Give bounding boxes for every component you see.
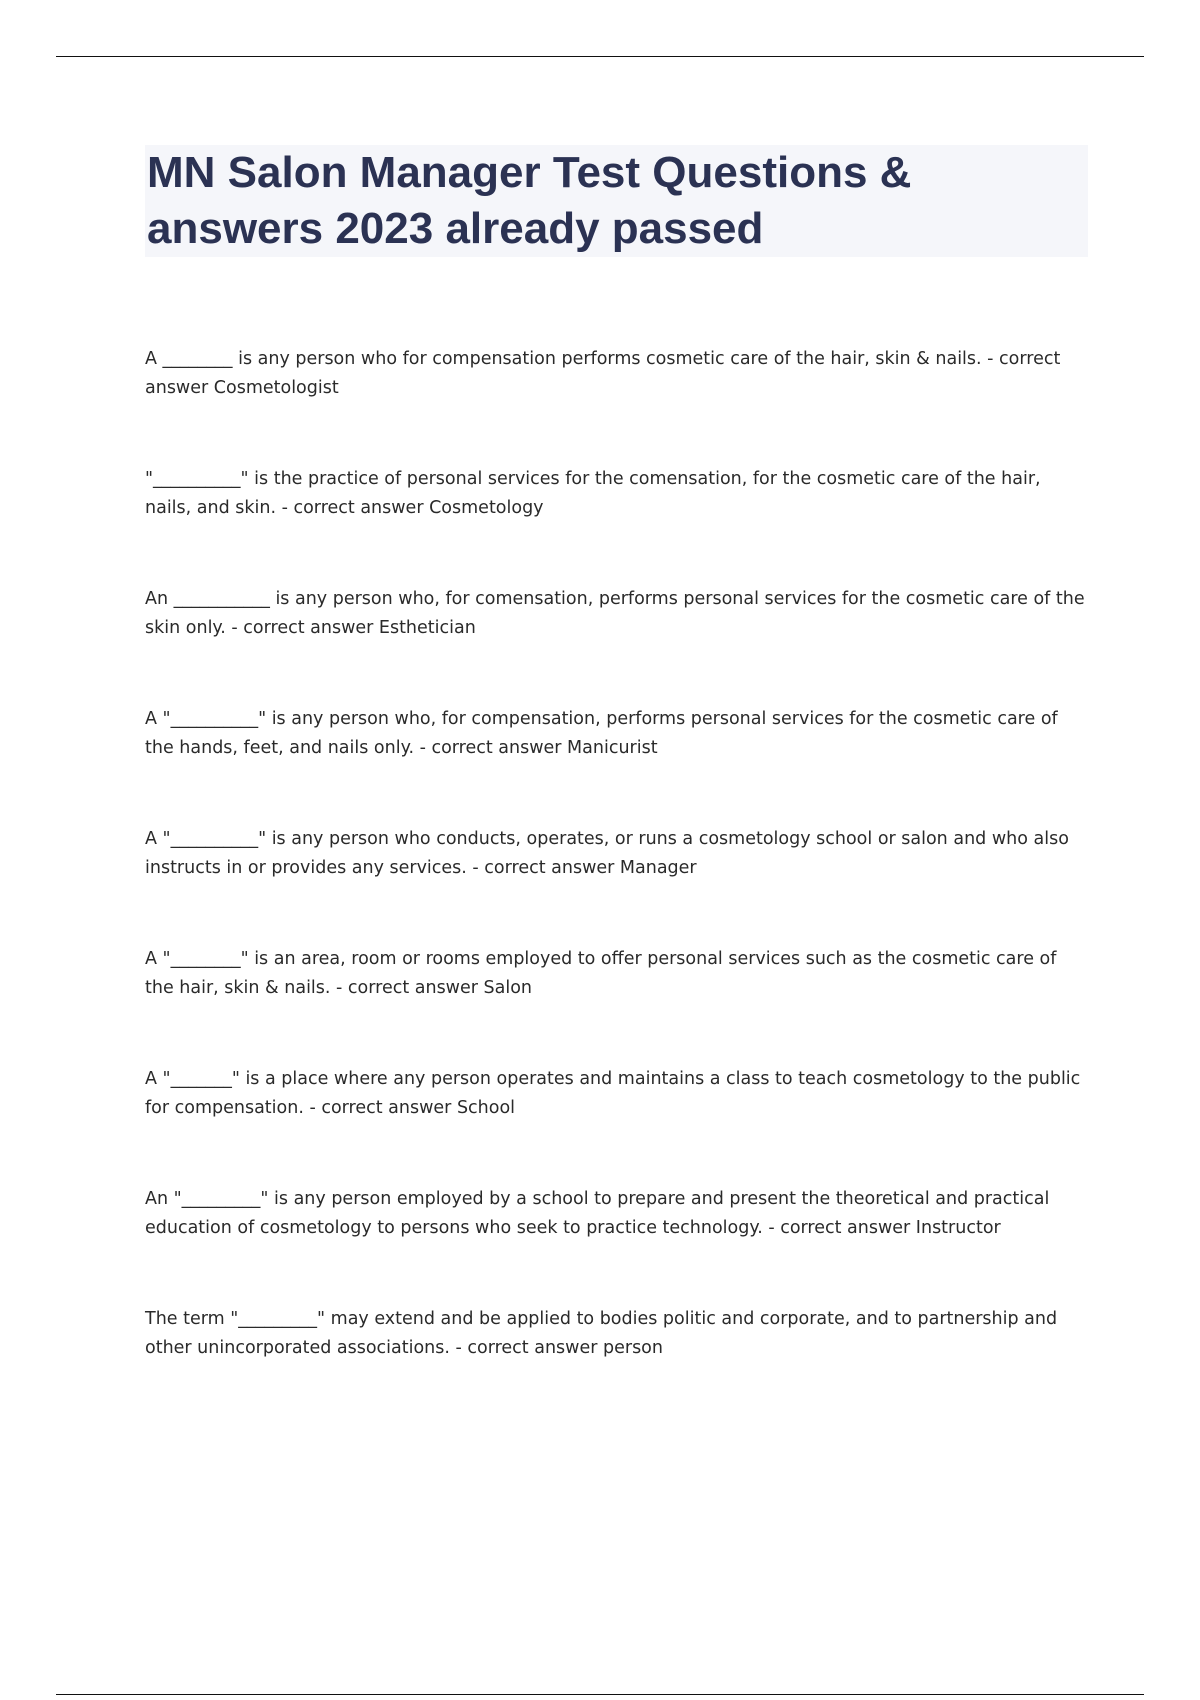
qa-item: An "_________" is any person employed by a school to prepare and present the theoretical and practical education of cosmetology to persons who seek to practice technology. - correct answer Instructor xyxy=(145,1189,1050,1238)
qa-list xyxy=(145,345,1090,1425)
qa-item: A "_______" is a place where any person operates and maintains a class to teach cosmetology to the public for compensation. - correct answer School xyxy=(145,1069,1081,1118)
qa-item: An ___________ is any person who, for comensation, performs personal services for the cosmetic care of the skin only. - correct answer Esthetician xyxy=(145,589,1085,638)
qa-item: A ________ is any person who for compensation performs cosmetic care of the hair, skin & nails. - correct answer Cosmetologist xyxy=(145,349,1061,398)
page-title: MN Salon Manager Test Questions & answers 2023 already passed xyxy=(147,148,912,253)
qa-item: A "__________" is any person who, for compensation, performs personal services for the cosmetic care of the hands, feet, and nails only. - correct answer Manicurist xyxy=(145,709,1058,758)
bottom-divider xyxy=(56,1694,1144,1695)
qa-item: The term "_________" may extend and be applied to bodies politic and corporate, and to partnership and other unincorporated associations. - correct answer person xyxy=(145,1309,1058,1358)
title-banner xyxy=(145,145,1088,257)
qa-item: A "________" is an area, room or rooms employed to offer personal services such as the cosmetic care of the hair, skin & nails. - correct answer Salon xyxy=(145,949,1057,998)
qa-item: A "__________" is any person who conducts, operates, or runs a cosmetology school or salon and who also instructs in or provides any services. - correct answer Manager xyxy=(145,829,1069,878)
top-divider xyxy=(56,56,1144,57)
qa-item: "__________" is the practice of personal services for the comensation, for the cosmetic care of the hair, nails, and skin. - correct answer Cosmetology xyxy=(145,469,1041,518)
